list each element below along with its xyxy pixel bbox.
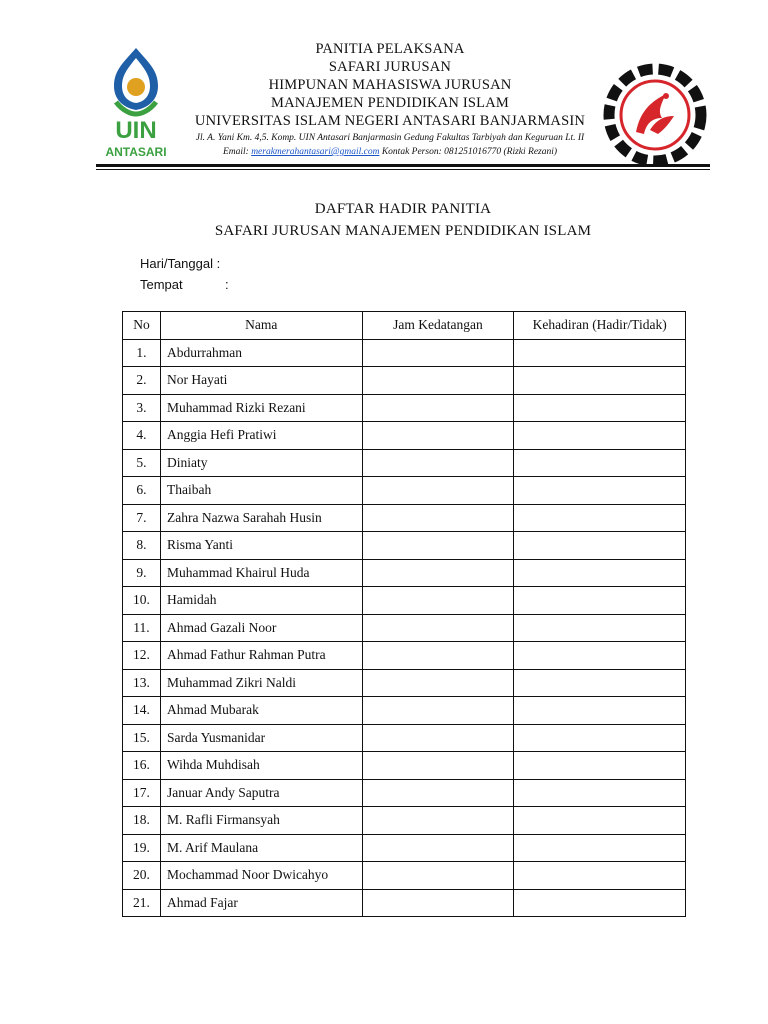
row-arrival-time-cell[interactable] <box>362 697 514 725</box>
header-nama: Nama <box>160 312 362 340</box>
table-row <box>123 477 686 505</box>
row-number: 9. <box>123 559 161 587</box>
letterhead-line-5: UNIVERSITAS ISLAM NEGERI ANTASARI BANJARMASIN <box>194 113 586 129</box>
title-line-1: DAFTAR HADIR PANITIA <box>314 201 492 217</box>
place-label: Tempat <box>140 277 183 292</box>
contact-person: Kontak Person: 081251016770 (Rizki Rezani) <box>381 147 558 157</box>
row-name: M. Arif Maulana <box>160 834 362 862</box>
row-name: Diniaty <box>160 449 362 477</box>
row-name: Wihda Muhdisah <box>160 752 362 780</box>
row-attendance-cell[interactable] <box>514 339 686 367</box>
letterhead-line-3: HIMPUNAN MAHASISWA JURUSAN <box>268 77 512 93</box>
row-attendance-cell[interactable] <box>514 862 686 890</box>
row-number: 14. <box>123 697 161 725</box>
place-row <box>140 274 229 295</box>
row-arrival-time-cell[interactable] <box>362 752 514 780</box>
letterhead-contact-line <box>170 146 610 158</box>
table-row <box>123 862 686 890</box>
row-arrival-time-cell[interactable] <box>362 422 514 450</box>
row-number: 12. <box>123 642 161 670</box>
row-number: 10. <box>123 587 161 615</box>
row-number: 20. <box>123 862 161 890</box>
row-arrival-time-cell[interactable] <box>362 834 514 862</box>
row-arrival-time-cell[interactable] <box>362 614 514 642</box>
row-name: Muhammad Khairul Huda <box>160 559 362 587</box>
row-name: Hamidah <box>160 587 362 615</box>
place-colon: : <box>225 277 229 292</box>
row-arrival-time-cell[interactable] <box>362 394 514 422</box>
row-arrival-time-cell[interactable] <box>362 449 514 477</box>
row-number: 17. <box>123 779 161 807</box>
row-attendance-cell[interactable] <box>514 779 686 807</box>
table-row <box>123 367 686 395</box>
row-arrival-time-cell[interactable] <box>362 807 514 835</box>
letterhead-rule-thick <box>96 164 710 167</box>
row-name: Muhammad Rizki Rezani <box>160 394 362 422</box>
row-attendance-cell[interactable] <box>514 752 686 780</box>
row-attendance-cell[interactable] <box>514 504 686 532</box>
table-row <box>123 559 686 587</box>
row-arrival-time-cell[interactable] <box>362 532 514 560</box>
letterhead-address: Jl. A. Yani Km. 4,5. Komp. UIN Antasari Banjarmasin Gedung Fakultas Tarbiyah dan Keguruan Lt. II <box>195 133 585 143</box>
letterhead-rule-thin <box>96 169 710 170</box>
table-row <box>123 339 686 367</box>
row-number: 4. <box>123 422 161 450</box>
table-row <box>123 724 686 752</box>
email-link[interactable]: merakmerahantasari@gmail.com <box>251 147 380 157</box>
row-number: 11. <box>123 614 161 642</box>
attendance-table-body <box>123 339 686 917</box>
header-jam-kedatangan: Jam Kedatangan <box>362 312 514 340</box>
table-row <box>123 504 686 532</box>
row-name: Thaibah <box>160 477 362 505</box>
table-row <box>123 642 686 670</box>
row-arrival-time-cell[interactable] <box>362 477 514 505</box>
table-row <box>123 889 686 917</box>
table-row <box>123 422 686 450</box>
row-arrival-time-cell[interactable] <box>362 889 514 917</box>
row-arrival-time-cell[interactable] <box>362 862 514 890</box>
table-row <box>123 752 686 780</box>
table-row <box>123 779 686 807</box>
row-attendance-cell[interactable] <box>514 642 686 670</box>
table-row <box>123 697 686 725</box>
meta-fields <box>140 253 229 295</box>
email-label: Email: <box>222 147 249 157</box>
row-attendance-cell[interactable] <box>514 394 686 422</box>
row-number: 5. <box>123 449 161 477</box>
title-line-2: SAFARI JURUSAN MANAJEMEN PENDIDIKAN ISLAM <box>214 223 592 239</box>
row-name: Risma Yanti <box>160 532 362 560</box>
table-row <box>123 834 686 862</box>
table-row <box>123 394 686 422</box>
row-number: 16. <box>123 752 161 780</box>
row-attendance-cell[interactable] <box>514 422 686 450</box>
row-arrival-time-cell[interactable] <box>362 642 514 670</box>
table-row <box>123 614 686 642</box>
letterhead <box>170 40 610 158</box>
row-name: Ahmad Fajar <box>160 889 362 917</box>
row-number: 8. <box>123 532 161 560</box>
row-arrival-time-cell[interactable] <box>362 669 514 697</box>
row-name: Abdurrahman <box>160 339 362 367</box>
row-arrival-time-cell[interactable] <box>362 504 514 532</box>
row-attendance-cell[interactable] <box>514 367 686 395</box>
row-number: 2. <box>123 367 161 395</box>
table-row <box>123 669 686 697</box>
row-name: Nor Hayati <box>160 367 362 395</box>
row-attendance-cell[interactable] <box>514 532 686 560</box>
row-attendance-cell[interactable] <box>514 889 686 917</box>
row-name: Zahra Nazwa Sarahah Husin <box>160 504 362 532</box>
row-number: 13. <box>123 669 161 697</box>
row-number: 1. <box>123 339 161 367</box>
row-name: Anggia Hefi Pratiwi <box>160 422 362 450</box>
row-arrival-time-cell[interactable] <box>362 724 514 752</box>
row-arrival-time-cell[interactable] <box>362 779 514 807</box>
date-label: Hari/Tanggal : <box>140 256 221 271</box>
uin-antasari-logo <box>96 44 176 164</box>
row-attendance-cell[interactable] <box>514 724 686 752</box>
hmj-mpi-logo <box>600 60 710 170</box>
table-row <box>123 532 686 560</box>
row-attendance-cell[interactable] <box>514 614 686 642</box>
logo-uin-text: UIN <box>115 117 157 144</box>
row-name: Januar Andy Saputra <box>160 779 362 807</box>
row-attendance-cell[interactable] <box>514 807 686 835</box>
attendance-table <box>122 311 686 917</box>
row-attendance-cell[interactable] <box>514 697 686 725</box>
row-attendance-cell[interactable] <box>514 669 686 697</box>
letterhead-line-4: MANAJEMEN PENDIDIKAN ISLAM <box>271 95 509 111</box>
header-no: No <box>123 312 161 340</box>
table-header-row <box>123 312 686 340</box>
row-name: Mochammad Noor Dwicahyo <box>160 862 362 890</box>
document-title <box>96 198 710 242</box>
row-name: Ahmad Gazali Noor <box>160 614 362 642</box>
row-name: M. Rafli Firmansyah <box>160 807 362 835</box>
row-name: Muhammad Zikri Naldi <box>160 669 362 697</box>
row-arrival-time-cell[interactable] <box>362 339 514 367</box>
date-row <box>140 253 229 274</box>
table-row <box>123 807 686 835</box>
table-row <box>123 587 686 615</box>
row-attendance-cell[interactable] <box>514 449 686 477</box>
row-attendance-cell[interactable] <box>514 559 686 587</box>
row-attendance-cell[interactable] <box>514 834 686 862</box>
row-number: 7. <box>123 504 161 532</box>
letterhead-line-1: PANITIA PELAKSANA <box>315 41 465 57</box>
row-name: Sarda Yusmanidar <box>160 724 362 752</box>
row-number: 15. <box>123 724 161 752</box>
row-arrival-time-cell[interactable] <box>362 559 514 587</box>
table-row <box>123 449 686 477</box>
letterhead-line-2: SAFARI JURUSAN <box>328 59 452 75</box>
row-attendance-cell[interactable] <box>514 477 686 505</box>
row-number: 18. <box>123 807 161 835</box>
header-kehadiran: Kehadiran (Hadir/Tidak) <box>514 312 686 340</box>
row-arrival-time-cell[interactable] <box>362 587 514 615</box>
row-arrival-time-cell[interactable] <box>362 367 514 395</box>
logo-antasari-text: ANTASARI <box>105 145 167 159</box>
row-number: 6. <box>123 477 161 505</box>
row-number: 21. <box>123 889 161 917</box>
row-number: 3. <box>123 394 161 422</box>
row-name: Ahmad Fathur Rahman Putra <box>160 642 362 670</box>
row-attendance-cell[interactable] <box>514 587 686 615</box>
row-number: 19. <box>123 834 161 862</box>
row-name: Ahmad Mubarak <box>160 697 362 725</box>
